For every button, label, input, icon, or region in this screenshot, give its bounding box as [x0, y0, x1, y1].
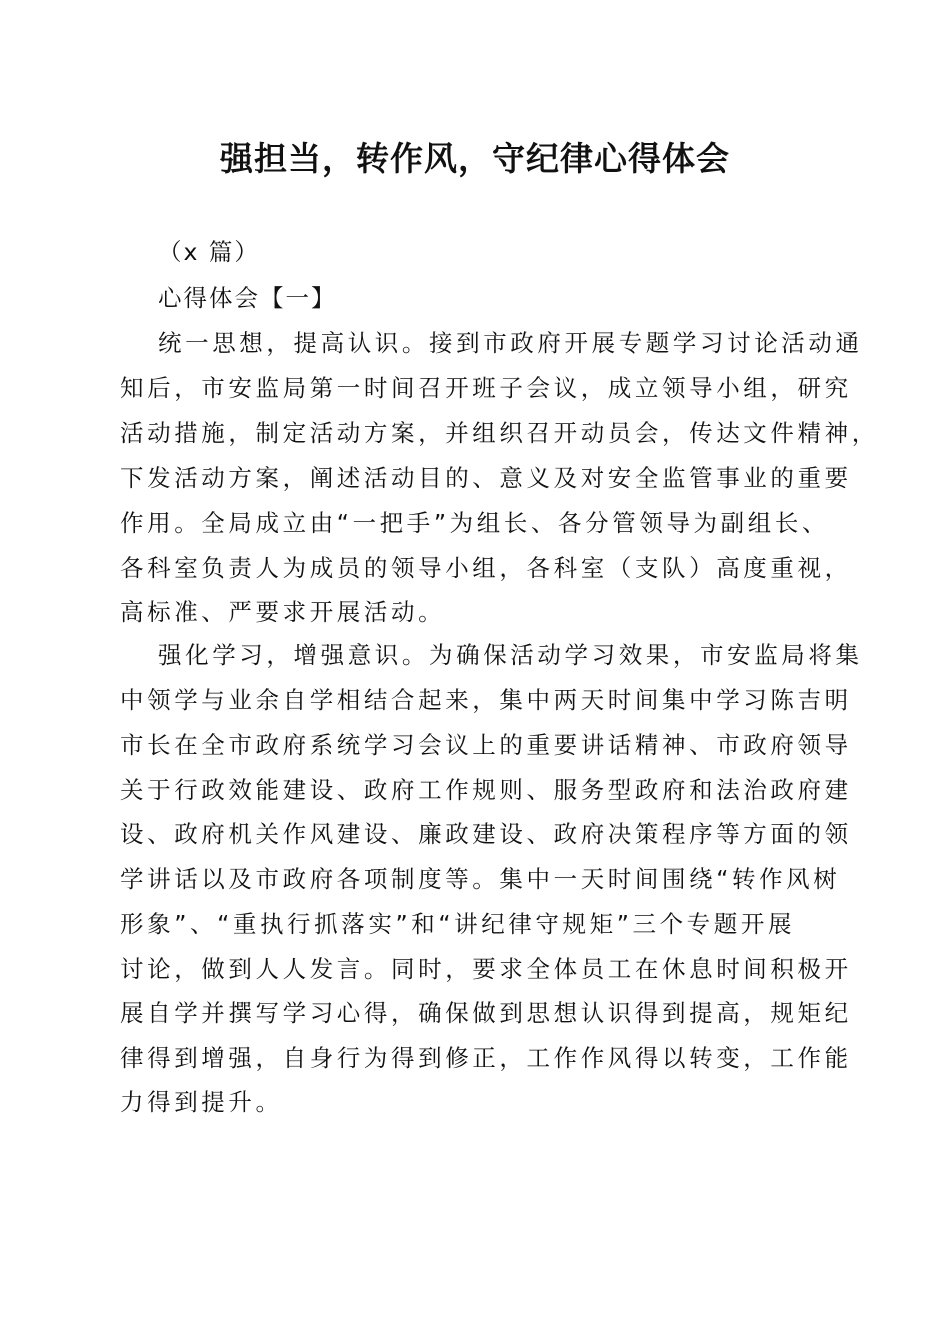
- paragraph-2-line: 设、政府机关作风建设、廉政建设、政府决策程序等方面的领: [120, 820, 852, 848]
- section-heading: 心得体会【一】: [158, 284, 337, 312]
- paragraph-2-line: 中领学与业余自学相结合起来，集中两天时间集中学习陈吉明: [120, 686, 852, 714]
- paragraph-2-line: 强化学习，增强意识。为确保活动学习效果，市安监局将集: [158, 641, 863, 669]
- paragraph-1-line: 高标准、严要求开展活动。: [120, 598, 446, 626]
- paragraph-1-line: 作用。全局成立由“一把手”为组长、各分管领导为副组长、: [120, 509, 830, 537]
- paragraph-2-line: 展自学并撰写学习心得，确保做到思想认识得到提高，规矩纪: [120, 999, 852, 1027]
- paragraph-1-line: 各科室负责人为成员的领导小组，各科室（支队）高度重视，: [120, 554, 852, 582]
- paragraph-2-line: 律得到增强，自身行为得到修正，工作作风得以转变，工作能: [120, 1044, 852, 1072]
- count-note: （x 篇）: [158, 238, 260, 266]
- paragraph-1-line: 统一思想，提高认识。接到市政府开展专题学习讨论活动通: [158, 329, 863, 357]
- paragraph-2-line: 市长在全市政府系统学习会议上的重要讲话精神、市政府领导: [120, 731, 852, 759]
- paragraph-1-line: 活动措施，制定活动方案，并组织召开动员会，传达文件精神，: [120, 419, 879, 447]
- paragraph-1-line: 知后，市安监局第一时间召开班子会议，成立领导小组，研究: [120, 374, 852, 402]
- paragraph-2-line: 讨论，做到人人发言。同时，要求全体员工在休息时间积极开: [120, 955, 852, 983]
- paragraph-1-line: 下发活动方案，阐述活动目的、意义及对安全监管事业的重要: [120, 464, 852, 492]
- paragraph-2-line: 学讲话以及市政府各项制度等。集中一天时间围绕“转作风树: [120, 865, 841, 893]
- document-title: 强担当，转作风，守纪律心得体会: [220, 139, 730, 178]
- paragraph-2-line: 关于行政效能建设、政府工作规则、服务型政府和法治政府建: [120, 776, 852, 804]
- paragraph-2-line: 力得到提升。: [120, 1088, 283, 1116]
- paragraph-2-line: 形象”、“重执行抓落实”和“讲纪律守规矩”三个专题开展: [120, 910, 796, 938]
